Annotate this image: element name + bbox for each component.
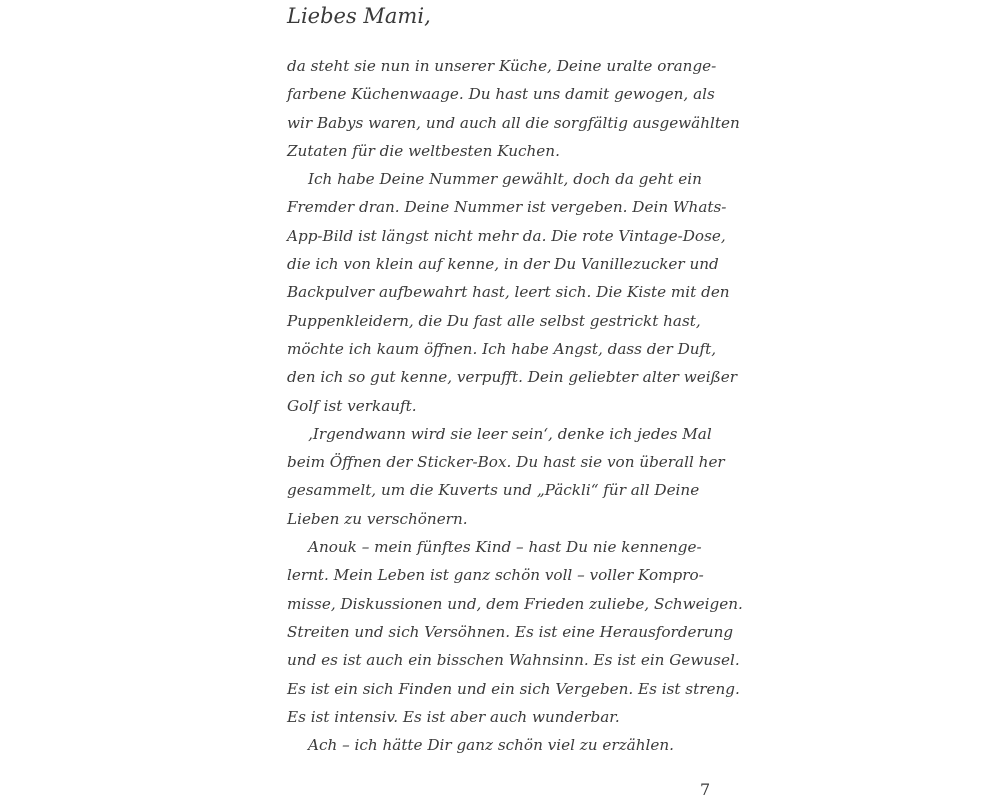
letter-line: Streiten und sich Versöhnen. Es ist eine Herausforderung (287, 622, 734, 641)
letter-line: Ich habe Deine Nummer gewählt, doch da geht ein (308, 170, 702, 189)
letter-greeting: Liebes Mami, (287, 4, 431, 28)
letter-line: beim Öffnen der Sticker-Box. Du hast sie von überall her (287, 453, 725, 472)
letter-line: den ich so gut kenne, verpufft. Dein geliebter alter weißer (287, 368, 738, 387)
letter-line: Zutaten für die weltbesten Kuchen. (287, 141, 560, 160)
letter-line: und es ist auch ein bisschen Wahnsinn. Es ist ein Gewusel. (287, 651, 740, 670)
page-number: 7 (700, 780, 711, 799)
letter-line: ‚Irgendwann wird sie leer sein‘, denke ich jedes Mal (308, 424, 712, 443)
letter-line: Ach – ich hätte Dir ganz schön viel zu erzählen. (308, 736, 674, 755)
letter-line: Anouk – mein fünftes Kind – hast Du nie kennenge- (308, 538, 702, 557)
letter-line: möchte ich kaum öffnen. Ich habe Angst, dass der Duft, (287, 339, 717, 358)
letter-line: lernt. Mein Leben ist ganz schön voll – voller Kompro- (287, 566, 704, 585)
letter-line: misse, Diskussionen und, dem Frieden zuliebe, Schweigen. (287, 594, 743, 613)
letter-line: Es ist ein sich Finden und ein sich Vergeben. Es ist streng. (287, 679, 740, 698)
letter-line: Golf ist verkauft. (287, 396, 417, 415)
letter-line: Lieben zu verschönern. (287, 509, 468, 528)
letter-line: Es ist intensiv. Es ist aber auch wunderbar. (287, 707, 620, 726)
letter-line: die ich von klein auf kenne, in der Du Vanillezucker und (287, 255, 719, 274)
letter-body (287, 52, 743, 759)
letter-line: farbene Küchenwaage. Du hast uns damit gewogen, als (287, 85, 715, 104)
letter-line: gesammelt, um die Kuverts und „Päckli“ für all Deine (287, 481, 700, 500)
letter-line: wir Babys waren, und auch all die sorgfältig ausgewählten (287, 113, 740, 132)
letter-line: App-Bild ist längst nicht mehr da. Die rote Vintage-Dose, (287, 226, 726, 245)
letter-line: Backpulver aufbewahrt hast, leert sich. Die Kiste mit den (287, 283, 730, 302)
letter-line: da steht sie nun in unserer Küche, Deine uralte orange- (287, 57, 717, 75)
letter-line: Fremder dran. Deine Nummer ist vergeben. Dein Whats- (287, 198, 727, 217)
letter-line: Puppenkleidern, die Du fast alle selbst gestrickt hast, (287, 311, 701, 330)
